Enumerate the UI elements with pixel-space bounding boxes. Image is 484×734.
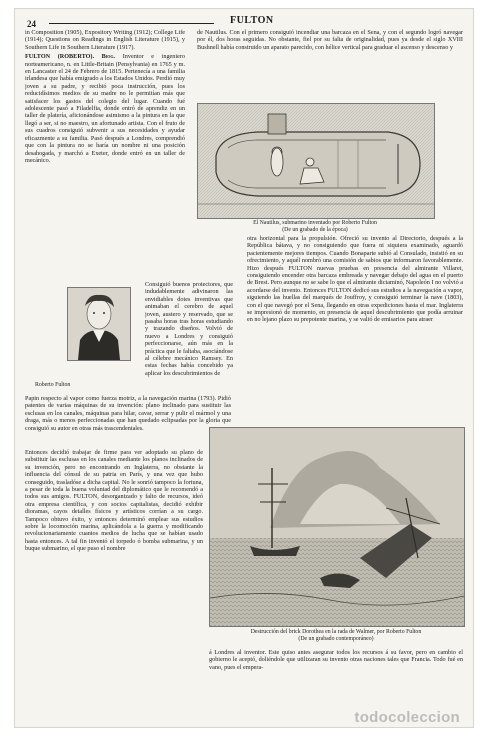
nautilus-illustration bbox=[198, 104, 434, 218]
dorothea-illustration bbox=[210, 428, 464, 626]
entry-head: FULTON (ROBERTO). Biog. bbox=[25, 53, 116, 61]
middle-paragraph: Consiguió buenos protectores, que indudablemente adivinaron las envidiables dotes inventivas que animaban el cerebro de aquel joven, austero y reservado, que se pasaba horas tras horas estudiando y trazando diseños. Volvió de nuevo a Londres y consiguió perfeccionarse, aún más en la práctica que le faltaba, asociándose al célebre mecánico Ramsey. En estas fechas había concebido ya aplicar los descubrimientos de bbox=[145, 281, 233, 377]
bottom-right-text bbox=[209, 649, 463, 689]
top-right-paragraph: de Nautilus. Con el primero consiguió incendiar una barcaza en el Sena, y con el segundo logró navegar por él, dos horas seguidas. No obstante, fiel por su falta de originalidad, pues ya desde el siglo XVIII Bushnell había construido un aparato parecido, con hélice vertical para graduar el ascenso y descenso y bbox=[197, 29, 463, 51]
intro-paragraph: in Composition (1905), Expository Writing (1912); College Life (1914); Questions on Readings in English Literature (1915), y Southern Life in Southern Literature (1917). bbox=[25, 29, 185, 51]
book-page bbox=[14, 8, 474, 728]
right-column bbox=[247, 235, 463, 397]
dorothea-caption-source: (De un grabado contemporáneo) bbox=[298, 635, 374, 642]
portrait-caption: Roberto Fulton bbox=[35, 382, 71, 388]
watermark-logo: todocoleccion bbox=[354, 709, 460, 726]
right-paragraph: otra horizontal para la propulsión. Ofreció su invento al Directorio, después a la República bátava, y no consiguiendo que fuera ni siquiera examinado, aguardó pacientemente mejores tiempos. Cuando Bonaparte subió al Consulado, insistió en su ofrecimiento, y aquél nombró una comisión de sabios que informaron favorablemente. Hizo después FULTON nuevas pruebas en presencia del almirante Villaret, consiguiendo encender otra barcaza embreada y navegar debajo del agua en el puerto de Brest. Pero aunque no se sabe lo que el almirante dictaminó, Napoleón I no volvió a acordarse del invento. Entonces FULTON dedicó sus estudios a la navegación a vapor, siguiendo las huellas del marqués de Jouffroy, y consiguió terminar la nave (1803), con el que navegó por el Sena, llegando en otras expediciones hasta el mar. Inglaterra se impresionó de momento, en presencia de aquel descubrimiento que podía arruinar en no lejano plazo su prepotente marina, y se valió de emisarios para atraer bbox=[247, 235, 463, 324]
header-rule bbox=[49, 23, 214, 24]
entry-paragraph bbox=[25, 53, 185, 164]
papin-paragraph bbox=[25, 395, 231, 447]
page-number: 24 bbox=[27, 19, 36, 29]
left-column bbox=[25, 29, 185, 281]
portrait-roberto-fulton bbox=[67, 287, 131, 361]
running-head: FULTON bbox=[230, 15, 274, 26]
papin-text: Papin respecto al vapor como fuerza motriz, a la navegación marina (1793). Pidió patentes de varias máquinas de su invención: plano inclinado para sustituir las esclusas en los canales, máquinas para hilar, cavar, serrar y pulir el mármol y una draga, más o menos perfeccionadas que han quedado eclipsadas por la gloria que consiguió su autor en otras más trascendentales. bbox=[25, 395, 231, 432]
bottom-right-paragraph: á Londres al inventor. Este quiso antes asegurar todos los recursos á su favor, pero en cambio el gobierno le aceptó, doliéndole que utilizaran su invento otras naciones tales que Francia. Todo fué en vano, pues el empera- bbox=[209, 649, 463, 671]
lower-left-column bbox=[25, 449, 203, 699]
portrait-illustration bbox=[68, 288, 130, 360]
top-right-text bbox=[197, 29, 463, 99]
dorothea-caption bbox=[209, 629, 463, 643]
nautilus-engraving bbox=[197, 103, 435, 219]
dorothea-engraving bbox=[209, 427, 465, 627]
lower-left-paragraph: Entonces decidió trabajar de firme para ver adoptado su plano de substituir las esclusas en los canales mediante los planos inclinados de su invención, pero no encontrando en Inglaterra, no obstante la influencia del cónsul de su patria en París, y una vez que hubo conseguido, trasladóse a dicha capital. No le sonrió tampoco la fortuna, a pesar de toda la buena voluntad del diplomático que le recomendó a todos sus amigos. FULTON, desorganizado y falto de recursos, ideó otra empresa científica, y con socios capitalistas, decidió exhibir dioramas, cayos detalles físicos y artísticos corrían a su cargo. Tampoco obtuvo éxito, y entonces determinó emplear sus estudios sobre la locomoción marina, aplicándola a la guerra y modificando revolucionariamente cuantos medios de lucha que se habían usado hasta entonces. A tal fin inventó el torpedo ó bomba submarina, y un buque submarino, el que puso el nombre bbox=[25, 449, 203, 553]
nautilus-caption bbox=[197, 220, 433, 234]
nautilus-caption-title: El Nautilus, submarino inventado por Roberto Fulton bbox=[253, 220, 377, 226]
dorothea-caption-title: Destrucción del brick Dorothea en la rada de Walmer, por Roberto Fulton bbox=[250, 629, 422, 635]
entry-text: Inventor e ingeniero norteamericano, n. en Little-Britain (Pensylvania) en 1765 y m. en Lancaster el 24 de Febrero de 1815. Pertenecía a una familia irlandesa que había emigrado a los Estados Unidos. Perdió muy joven a su padre, y recibió poca instrucción, pues los reducidísimos medios de su madre no le permitían más que satisfacer los gastos del colegio del lugar. Cuando fué adolescente pasó a Filadelfia, donde entró de aprendiz en un taller de platería, aficionándose asimismo a la pintura en la que llegó a ser, si no maestro, un afortunado artista. Con el fruto de sus cuadros consiguió subvenir a sus necesidades y ayudar eficazmente a su familia. Pasó después a Londres, comprendió que con la pintura no se haría un nombre ni una posición desahogada, y marchó a Exeter, donde entró en un taller de mecánico. bbox=[25, 53, 185, 164]
middle-column bbox=[145, 281, 233, 393]
nautilus-caption-source: (De un grabado de la época) bbox=[282, 226, 348, 233]
